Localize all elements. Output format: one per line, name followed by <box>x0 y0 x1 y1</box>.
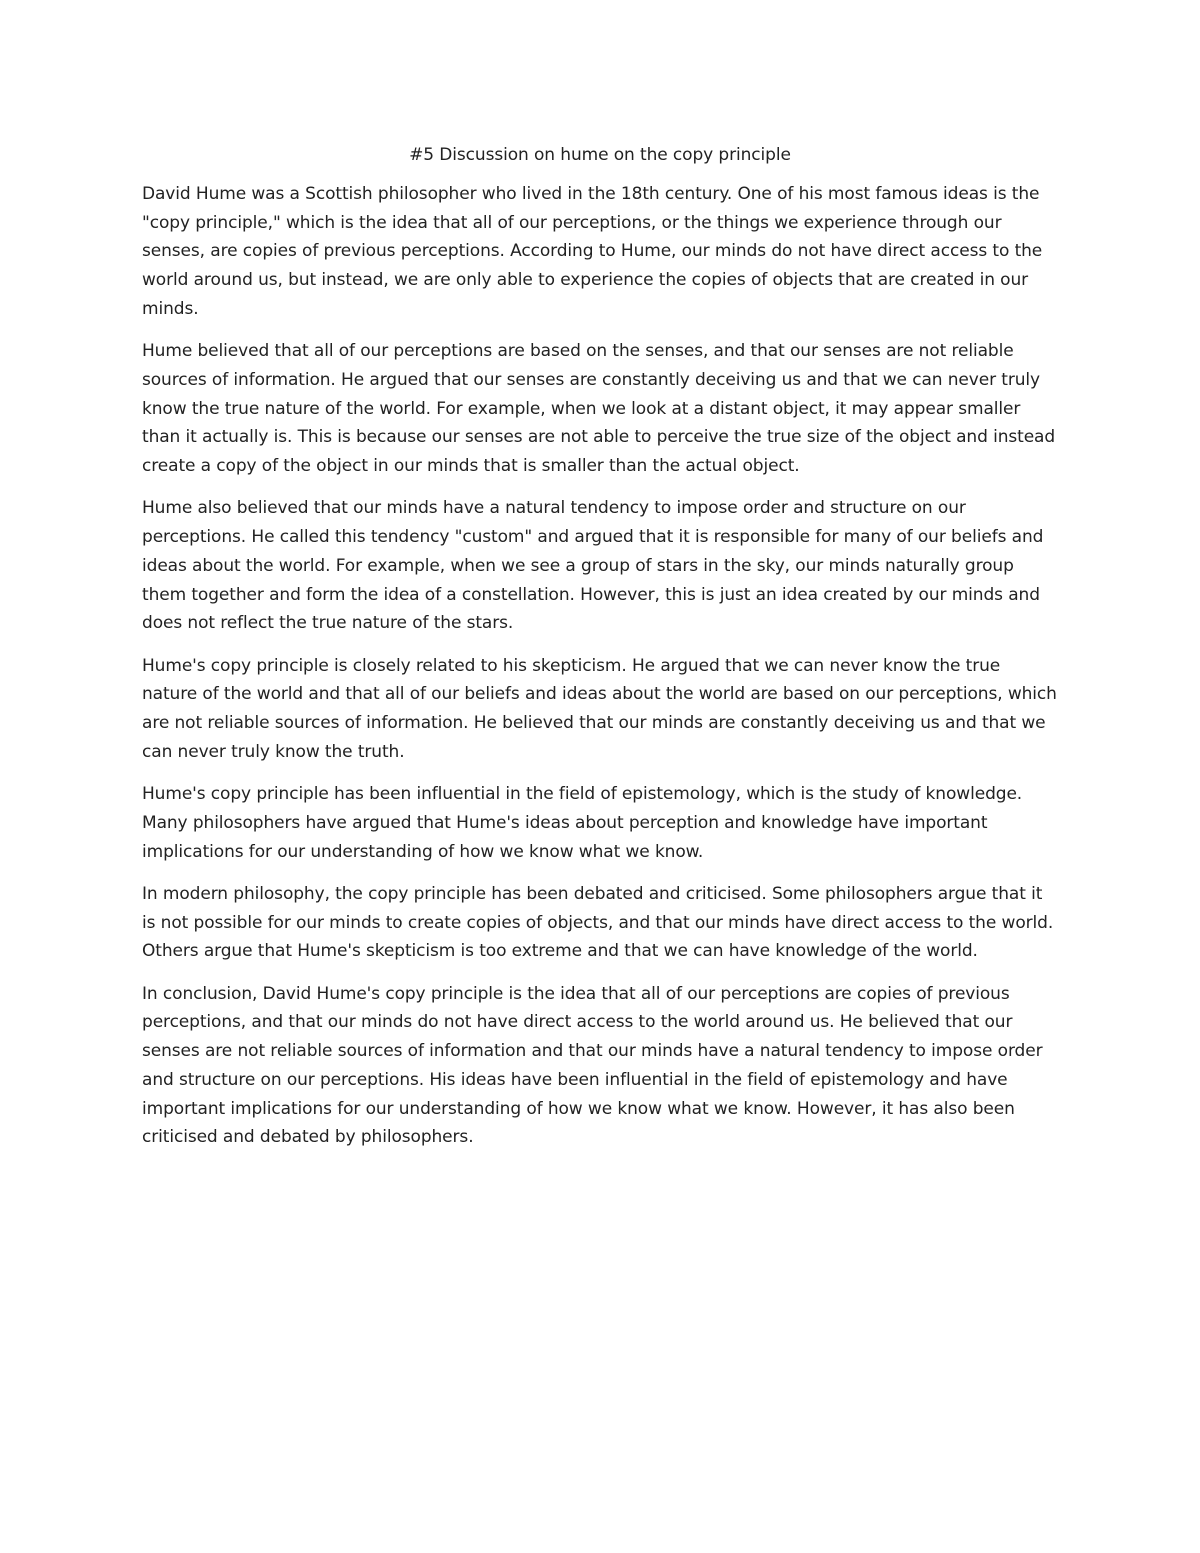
paragraph: Hume believed that all of our perceptions are based on the senses, and that our senses are not reliable sources of information. He argued that our senses are constantly deceiving us and that we can never truly know the true nature of the world. For example, when we look at a distant object, it may appear smaller than it actually is. This is because our senses are not able to perceive the true size of the object and instead create a copy of the object in our minds that is smaller than the actual object. <box>142 341 1056 476</box>
paragraph: In conclusion, David Hume's copy principle is the idea that all of our perceptions are copies of previous perceptions, and that our minds do not have direct access to the world around us. He believed that our senses are not reliable sources of information and that our minds have a natural tendency to impose order and structure on our perceptions. His ideas have been influential in the field of epistemology and have important implications for our understanding of how we know what we know. However, it has also been criticised and debated by philosophers. <box>142 983 1043 1148</box>
paragraph: David Hume was a Scottish philosopher who lived in the 18th century. One of his most famous ideas is the "copy principle," which is the idea that all of our perceptions, or the things we experience through our senses, are copies of previous perceptions. According to Hume, our minds do not have direct access to the world around us, but instead, we are only able to experience the copies of objects that are created in our minds. <box>142 183 1043 319</box>
document-title: #5 Discussion on hume on the copy principle <box>409 145 791 165</box>
document-body <box>142 141 1058 1166</box>
paragraph: Hume also believed that our minds have a natural tendency to impose order and structure on our perceptions. He called this tendency "custom" and argued that it is responsible for many of our beliefs and ideas about the world. For example, when we see a group of stars in the sky, our minds naturally group them together and form the idea of a constellation. However, this is just an idea created by our minds and does not reflect the true nature of the stars. <box>142 498 1044 634</box>
paragraph: Hume's copy principle has been influential in the field of epistemology, which is the study of knowledge. Many philosophers have argued that Hume's ideas about perception and knowledge have important implications for our understanding of how we know what we know. <box>142 784 1023 862</box>
paragraph: Hume's copy principle is closely related to his skepticism. He argued that we can never know the true nature of the world and that all of our beliefs and ideas about the world are based on our perceptions, which are not reliable sources of information. He believed that our minds are constantly deceiving us and that we can never truly know the truth. <box>142 655 1057 762</box>
paragraph: In modern philosophy, the copy principle has been debated and criticised. Some philosophers argue that it is not possible for our minds to create copies of objects, and that our minds have direct access to the world. Others argue that Hume's skepticism is too extreme and that we can have knowledge of the world. <box>142 883 1054 962</box>
